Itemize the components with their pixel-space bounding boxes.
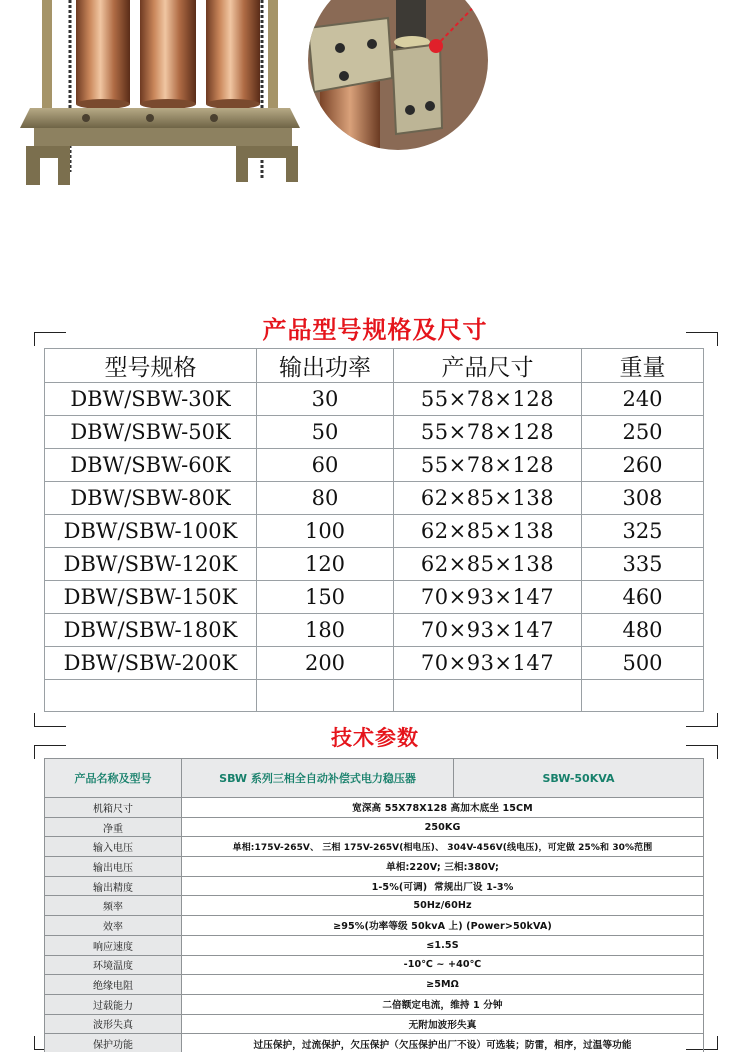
param-value: 250KG <box>182 817 704 837</box>
param-value: 单相:175V-265V、 三相 175V-265V(相电压)、 304V-456V(线电压)，可定做 25%和 30%范围 <box>182 837 704 857</box>
size-cell: 62×85×138 <box>394 548 582 581</box>
param-label: 波形失真 <box>45 1014 182 1034</box>
tech-row <box>45 994 704 1014</box>
tech-row <box>45 955 704 975</box>
tech-row <box>45 837 704 857</box>
size-cell: 70×93×147 <box>394 581 582 614</box>
power-cell: 80 <box>257 482 394 515</box>
param-value: 50Hz/60Hz <box>182 896 704 916</box>
spec-header-power: 输出功率 <box>257 349 394 383</box>
empty-table-row <box>45 680 704 712</box>
tech-row <box>45 916 704 936</box>
tech-header-model: SBW-50KVA <box>454 759 704 798</box>
power-cell: 100 <box>257 515 394 548</box>
model-cell: DBW/SBW-30K <box>45 383 257 416</box>
table-row <box>45 581 704 614</box>
param-value: ≥95%(功率等级 50kvA 上) (Power>50kVA) <box>182 916 704 936</box>
spec-table <box>44 348 704 712</box>
weight-cell: 335 <box>582 548 704 581</box>
model-cell: DBW/SBW-200K <box>45 647 257 680</box>
tech-header-label: 产品名称及型号 <box>45 759 182 798</box>
model-cell: DBW/SBW-60K <box>45 449 257 482</box>
param-value: -10℃ ~ +40℃ <box>182 955 704 975</box>
spec-header-model: 型号规格 <box>45 349 257 383</box>
param-value: ≥5MΩ <box>182 975 704 995</box>
weight-cell: 460 <box>582 581 704 614</box>
power-cell: 180 <box>257 614 394 647</box>
param-label: 保护功能 <box>45 1034 182 1052</box>
spec-header-weight: 重量 <box>582 349 704 383</box>
table-row <box>45 647 704 680</box>
table-row <box>45 515 704 548</box>
param-value: ≤1.5S <box>182 935 704 955</box>
weight-cell: 250 <box>582 416 704 449</box>
param-value: 单相:220V; 三相:380V; <box>182 857 704 877</box>
param-value: 1-5%(可调) 常规出厂设 1-3% <box>182 876 704 896</box>
tech-row <box>45 896 704 916</box>
size-cell: 62×85×138 <box>394 515 582 548</box>
param-value: 无附加波形失真 <box>182 1014 704 1034</box>
tech-row <box>45 857 704 877</box>
size-cell: 55×78×128 <box>394 383 582 416</box>
power-cell: 50 <box>257 416 394 449</box>
tech-row <box>45 798 704 818</box>
weight-cell: 240 <box>582 383 704 416</box>
spec-header-size: 产品尺寸 <box>394 349 582 383</box>
table-row <box>45 614 704 647</box>
weight-cell: 325 <box>582 515 704 548</box>
model-cell: DBW/SBW-150K <box>45 581 257 614</box>
param-label: 输出精度 <box>45 876 182 896</box>
weight-cell: 480 <box>582 614 704 647</box>
tech-row <box>45 876 704 896</box>
weight-cell: 308 <box>582 482 704 515</box>
param-label: 净重 <box>45 817 182 837</box>
size-cell: 55×78×128 <box>394 416 582 449</box>
power-cell: 120 <box>257 548 394 581</box>
size-cell: 62×85×138 <box>394 482 582 515</box>
param-label: 过载能力 <box>45 994 182 1014</box>
model-cell: DBW/SBW-50K <box>45 416 257 449</box>
table-row <box>45 482 704 515</box>
table-row <box>45 449 704 482</box>
regulator-columns-photo <box>0 0 300 195</box>
model-cell: DBW/SBW-80K <box>45 482 257 515</box>
power-cell: 30 <box>257 383 394 416</box>
param-value: 二倍额定电流，维持 1 分钟 <box>182 994 704 1014</box>
param-value: 过压保护，过流保护，欠压保护（欠压保护出厂不设）可选装；防雷，相序，过温等功能 <box>182 1034 704 1052</box>
tech-row <box>45 1014 704 1034</box>
param-value: 宽深高 55X78X128 高加木底坐 15CM <box>182 798 704 818</box>
table-row <box>45 383 704 416</box>
tech-header-row <box>45 759 704 798</box>
size-cell: 55×78×128 <box>394 449 582 482</box>
table-row <box>45 416 704 449</box>
tech-header-product: SBW 系列三相全自动补偿式电力稳压器 <box>182 759 454 798</box>
param-label: 环境温度 <box>45 955 182 975</box>
model-cell: DBW/SBW-100K <box>45 515 257 548</box>
model-cell: DBW/SBW-180K <box>45 614 257 647</box>
tech-row <box>45 1034 704 1052</box>
tech-section-title: 技术参数 <box>331 726 419 750</box>
tech-row <box>45 817 704 837</box>
param-label: 绝缘电阻 <box>45 975 182 995</box>
power-cell: 200 <box>257 647 394 680</box>
param-label: 频率 <box>45 896 182 916</box>
param-label: 响应速度 <box>45 935 182 955</box>
power-cell: 150 <box>257 581 394 614</box>
weight-cell: 260 <box>582 449 704 482</box>
model-cell: DBW/SBW-120K <box>45 548 257 581</box>
size-cell: 70×93×147 <box>394 614 582 647</box>
param-label: 效率 <box>45 916 182 936</box>
table-row <box>45 548 704 581</box>
param-label: 输出电压 <box>45 857 182 877</box>
tech-row <box>45 975 704 995</box>
param-label: 输入电压 <box>45 837 182 857</box>
weight-cell: 500 <box>582 647 704 680</box>
spec-section-title: 产品型号规格及尺寸 <box>262 316 488 344</box>
param-label: 机箱尺寸 <box>45 798 182 818</box>
spec-header-row <box>45 349 704 383</box>
tech-row <box>45 935 704 955</box>
carbon-brush-detail-photo <box>300 0 500 150</box>
size-cell: 70×93×147 <box>394 647 582 680</box>
tech-params-table <box>44 758 704 1052</box>
power-cell: 60 <box>257 449 394 482</box>
